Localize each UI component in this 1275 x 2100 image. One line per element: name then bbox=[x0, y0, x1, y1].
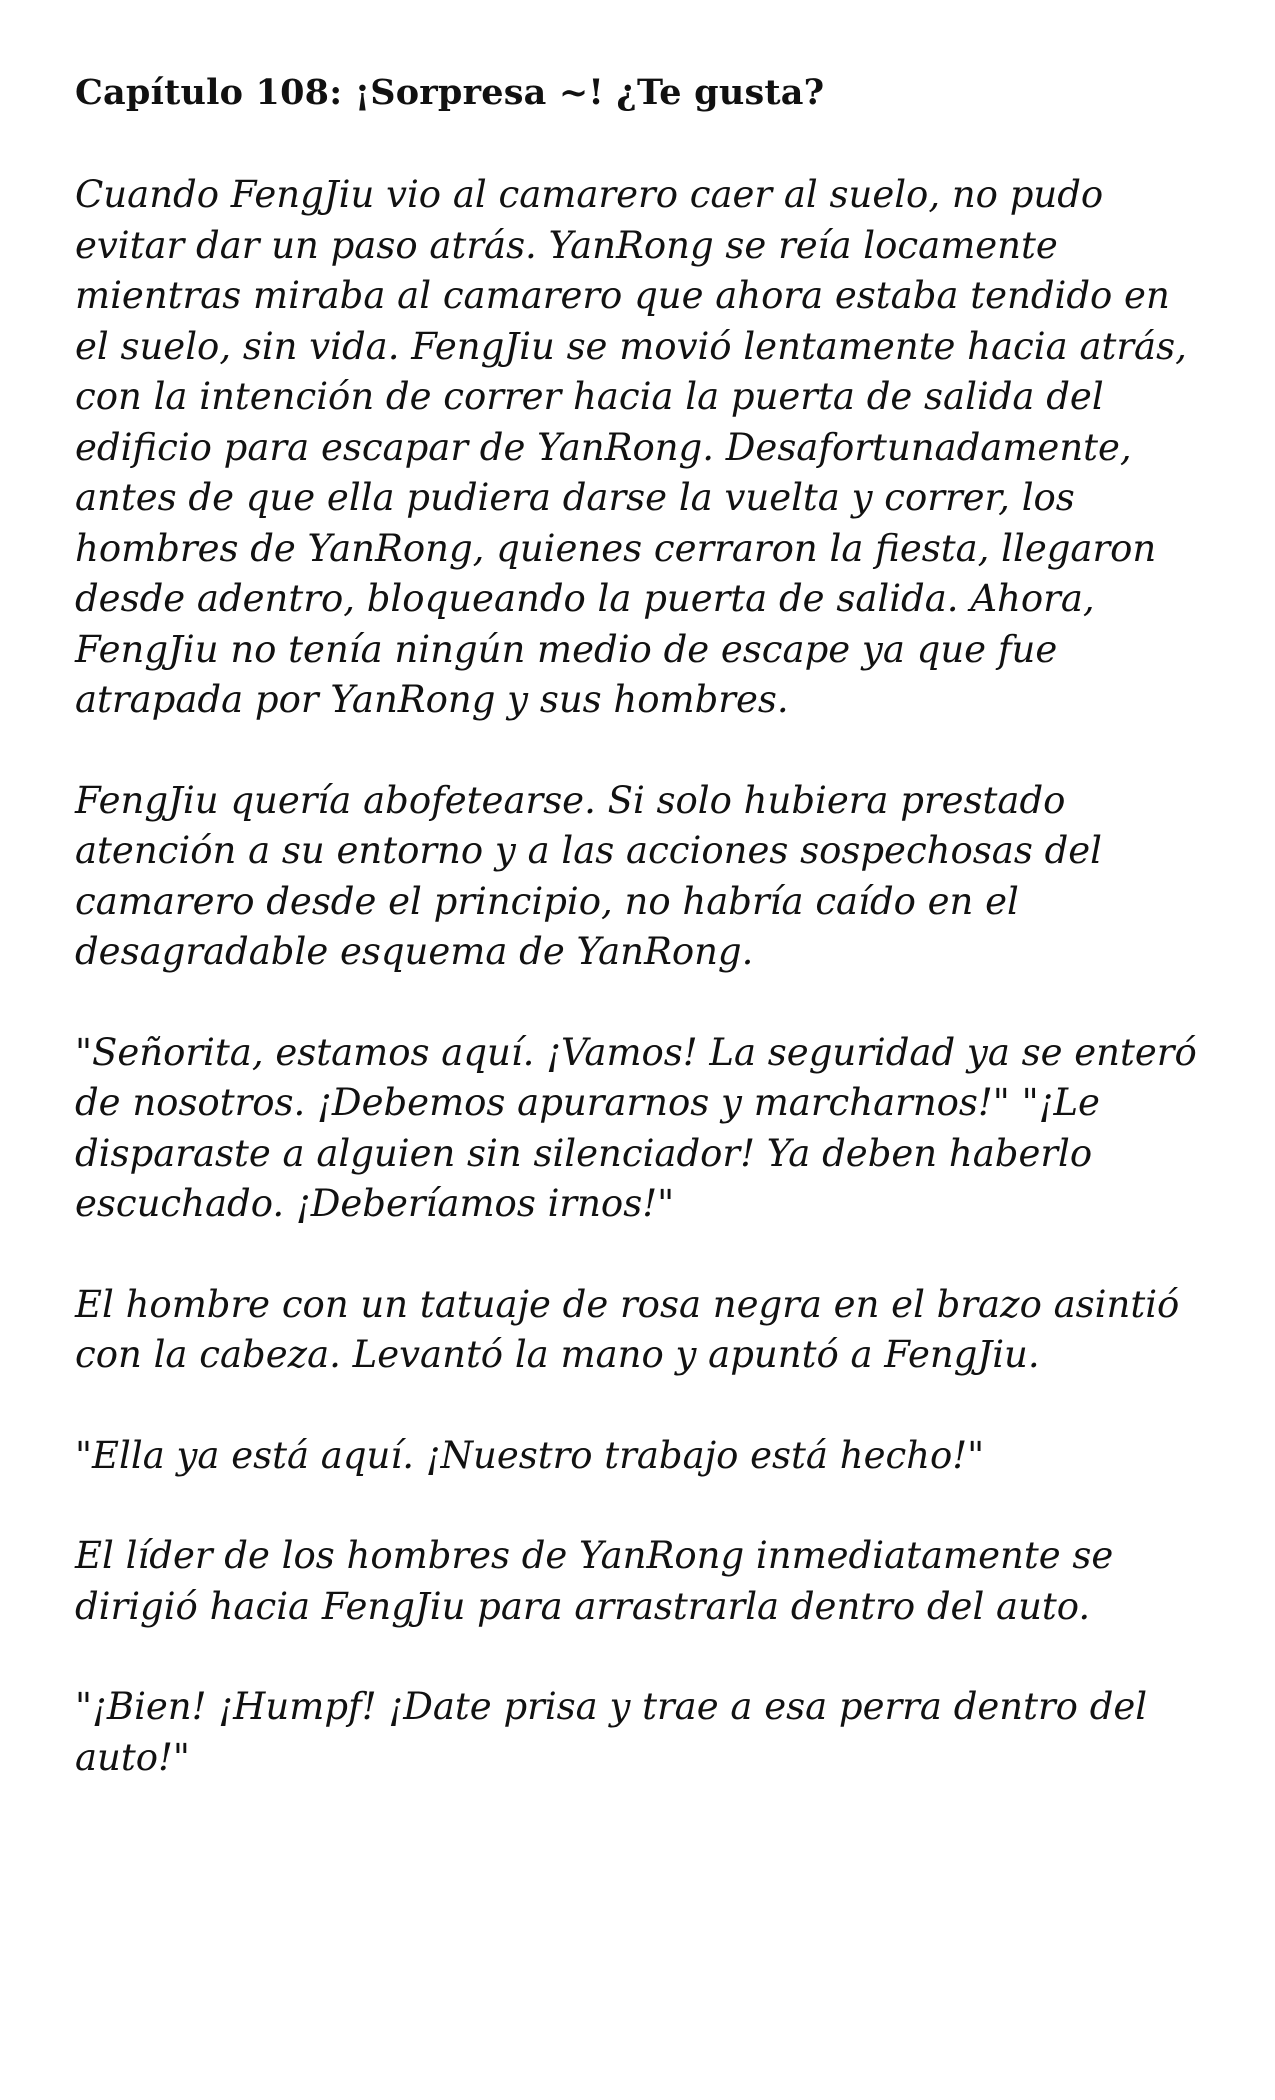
paragraph: "¡Bien! ¡Humpf! ¡Date prisa y trae a esa perra dentro del auto!" bbox=[75, 1685, 1148, 1779]
paragraph: "Ella ya está aquí. ¡Nuestro trabajo está hecho!" bbox=[75, 1433, 985, 1477]
chapter-title: Capítulo 108: ¡Sorpresa ~! ¿Te gusta? bbox=[75, 72, 825, 113]
paragraph: Cuando FengJiu vio al camarero caer al suelo, no pudo evitar dar un paso atrás. YanRong se reía locamente mientras miraba al camarero que ahora estaba tendido en el suelo, sin vida. FengJiu se movió lentamente hacia atrás, con la intención de correr hacia la puerta de salida del edificio para escapar de YanRong. Desafortunadamente, antes de que ella pudiera darse la vuelta y correr, los hombres de YanRong, quienes cerraron la fiesta, llegaron desde adentro, bloqueando la puerta de salida. Ahora, FengJiu no tenía ningún medio de escape ya que fue atrapada por YanRong y sus hombres. bbox=[75, 173, 1187, 721]
paragraph: El líder de los hombres de YanRong inmediatamente se dirigió hacia FengJiu para arrastrarla dentro del auto. bbox=[75, 1534, 1114, 1628]
paragraph: El hombre con un tatuaje de rosa negra en el brazo asintió con la cabeza. Levantó la mano y apuntó a FengJiu. bbox=[75, 1282, 1180, 1376]
paragraph: FengJiu quería abofetearse. Si solo hubiera prestado atención a su entorno y a las acciones sospechosas del camarero desde el principio, no habría caído en el desagradable esquema de YanRong. bbox=[75, 778, 1102, 973]
paragraph: "Señorita, estamos aquí. ¡Vamos! La seguridad ya se enteró de nosotros. ¡Debemos apurarnos y marcharnos!" "¡Le disparaste a alguien sin silenciador! Ya deben haberlo escuchado. ¡Deberíamos irnos!" bbox=[75, 1030, 1197, 1225]
document-page bbox=[75, 72, 1215, 1833]
